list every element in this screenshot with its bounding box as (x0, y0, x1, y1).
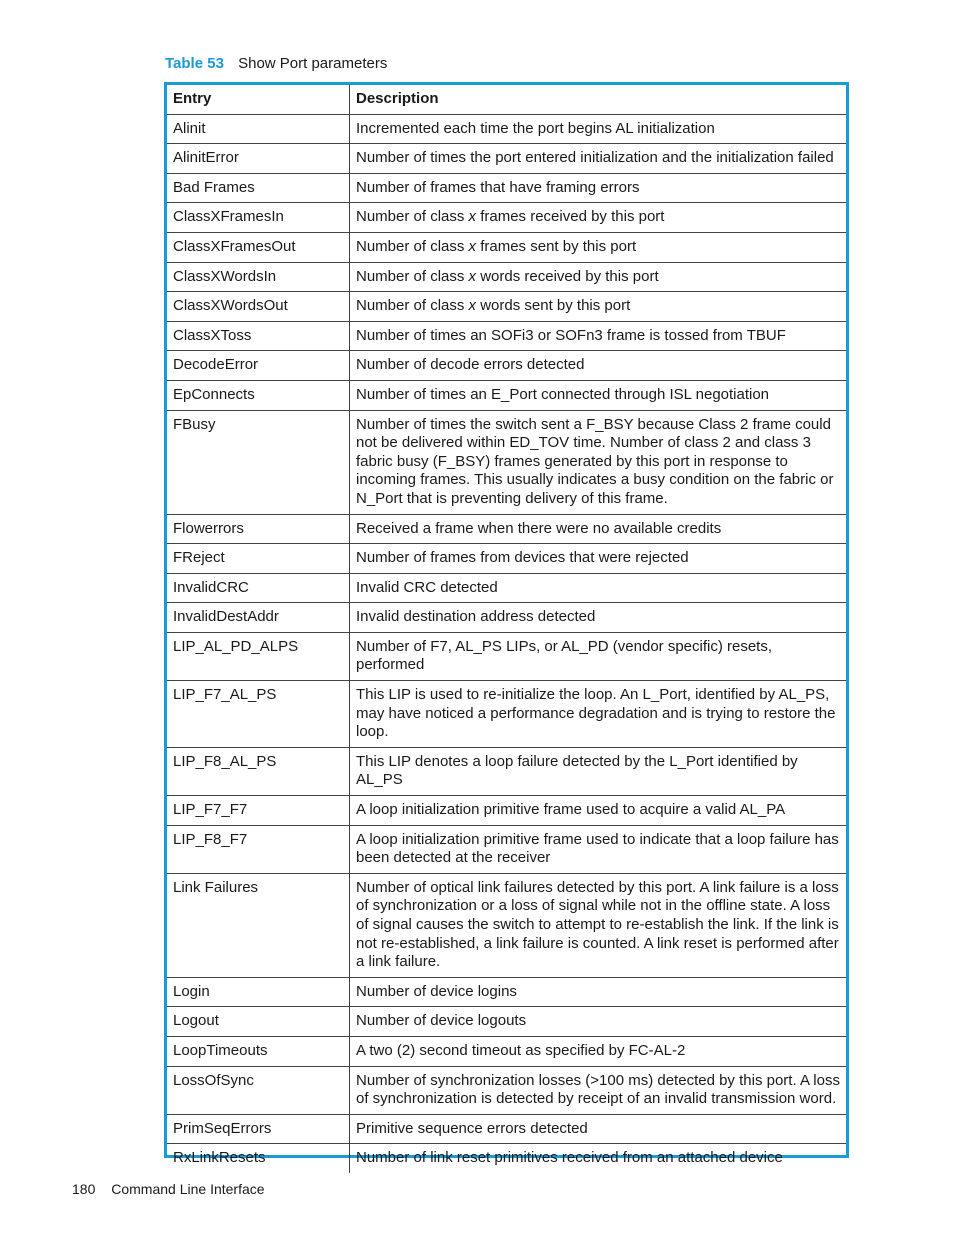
entry-cell: Bad Frames (167, 174, 350, 203)
table-row (167, 633, 846, 681)
entry-cell: LIP_AL_PD_ALPS (167, 633, 350, 680)
table-row (167, 1037, 846, 1067)
description-cell: Number of device logouts (356, 1012, 527, 1030)
entry-cell: ClassXToss (167, 322, 350, 351)
description-cell: Number of synchronization losses (>100 ms) detected by this port. A loss of synchronization is detected by receipt of an invalid transmission word. (356, 1071, 840, 1108)
entry-cell: LoopTimeouts (167, 1037, 350, 1066)
table-header-row (167, 85, 846, 115)
variable-x: x (468, 237, 477, 255)
table-row (167, 174, 846, 204)
table-row (167, 233, 846, 263)
description-cell: Number of frames from devices that were rejected (356, 549, 689, 567)
parameters-table (164, 82, 849, 1167)
variable-x: x (468, 267, 477, 285)
table-row (167, 681, 846, 748)
table-row (167, 381, 846, 411)
description-cell: Number of class x frames received by this port (356, 208, 665, 226)
entry-cell: ClassXWordsIn (167, 263, 350, 292)
footer-section-title: Command Line Interface (111, 1181, 265, 1197)
description-cell: Incremented each time the port begins AL initialization (356, 119, 715, 137)
table-row (167, 203, 846, 233)
description-cell: This LIP is used to re-initialize the loop. An L_Port, identified by AL_PS, may have noticed a performance degradation and is trying to restore the loop. (356, 686, 836, 741)
entry-cell: Logout (167, 1007, 350, 1036)
description-cell: Primitive sequence errors detected (356, 1119, 588, 1137)
description-cell: Number of frames that have framing errors (356, 178, 640, 196)
description-cell: Number of times the port entered initialization and the initialization failed (356, 149, 834, 167)
description-cell: Number of class x words received by this port (356, 267, 659, 285)
entry-cell: FBusy (167, 411, 350, 514)
description-cell: Number of times an SOFi3 or SOFn3 frame is tossed from TBUF (356, 326, 786, 344)
description-cell: Invalid CRC detected (356, 578, 498, 596)
table-row (167, 748, 846, 796)
entry-cell: InvalidCRC (167, 574, 350, 603)
entry-cell: Flowerrors (167, 515, 350, 544)
table-row (167, 544, 846, 574)
entry-cell: LIP_F8_AL_PS (167, 748, 350, 795)
description-cell: A loop initialization primitive frame used to acquire a valid AL_PA (356, 801, 786, 819)
table-row (167, 1007, 846, 1037)
variable-x: x (468, 208, 477, 226)
description-cell: Number of times an E_Port connected through ISL negotiation (356, 385, 770, 403)
table-row (167, 1144, 846, 1173)
table-row (167, 144, 846, 174)
entry-cell: DecodeError (167, 351, 350, 380)
description-cell: Number of link reset primitives received from an attached device (356, 1149, 783, 1167)
description-cell: Number of times the switch sent a F_BSY because Class 2 frame could not be delivered within ED_TOV time. Number of class 2 and class 3 fabric busy (F_BSY) frames generated by this port in response to incoming frames. This usually indicates a busy condition on the fabric or N_Port that is preventing delivery of this frame. (356, 415, 834, 507)
entry-cell: Link Failures (167, 874, 350, 977)
table-row (167, 515, 846, 545)
entry-cell: LIP_F7_F7 (167, 796, 350, 825)
entry-cell: ClassXFramesIn (167, 203, 350, 232)
table-caption (165, 54, 387, 74)
description-cell: Received a frame when there were no available credits (356, 519, 722, 537)
description-cell: Number of class x words sent by this port (356, 297, 631, 315)
table-row (167, 322, 846, 352)
column-header-entry: Entry (167, 85, 350, 114)
table-row (167, 603, 846, 633)
description-cell: A two (2) second timeout as specified by FC-AL-2 (356, 1041, 686, 1059)
column-header-description: Description (356, 90, 439, 107)
table-row (167, 115, 846, 145)
table-row (167, 826, 846, 874)
entry-cell: PrimSeqErrors (167, 1115, 350, 1144)
entry-cell: AlinitError (167, 144, 350, 173)
entry-cell: InvalidDestAddr (167, 603, 350, 632)
entry-cell: RxLinkResets (167, 1144, 350, 1173)
entry-cell: FReject (167, 544, 350, 573)
description-cell: Number of class x frames sent by this port (356, 237, 637, 255)
description-cell: Invalid destination address detected (356, 608, 596, 626)
table-row (167, 978, 846, 1008)
description-cell: Number of decode errors detected (356, 356, 585, 374)
page-footer (72, 1179, 265, 1199)
table-row (167, 574, 846, 604)
description-cell: This LIP denotes a loop failure detected by the L_Port identified by AL_PS (356, 752, 798, 789)
table-row (167, 351, 846, 381)
table-row (167, 292, 846, 322)
entry-cell: Login (167, 978, 350, 1007)
entry-cell: EpConnects (167, 381, 350, 410)
table-title: Show Port parameters (238, 55, 388, 72)
entry-cell: LossOfSync (167, 1067, 350, 1114)
entry-cell: ClassXWordsOut (167, 292, 350, 321)
entry-cell: LIP_F7_AL_PS (167, 681, 350, 747)
table-number: Table 53 (165, 55, 224, 72)
table-row (167, 874, 846, 978)
entry-cell: LIP_F8_F7 (167, 826, 350, 873)
table-row (167, 263, 846, 293)
table-row (167, 1067, 846, 1115)
table-row (167, 411, 846, 515)
page-number: 180 (72, 1181, 96, 1197)
variable-x: x (468, 297, 477, 315)
description-cell: Number of optical link failures detected by this port. A link failure is a loss of synchronization or a loss of signal while not in the offline state. A loss of signal causes the switch to attempt to re-establish the link. If the link is not re-established, a link failure is counted. A link reset is performed after a link failure. (356, 878, 839, 971)
entry-cell: ClassXFramesOut (167, 233, 350, 262)
table-row (167, 796, 846, 826)
description-cell: Number of F7, AL_PS LIPs, or AL_PD (vendor specific) resets, performed (356, 637, 773, 674)
entry-cell: Alinit (167, 115, 350, 144)
description-cell: A loop initialization primitive frame used to indicate that a loop failure has been detected at the receiver (356, 830, 839, 867)
table-row (167, 1115, 846, 1145)
description-cell: Number of device logins (356, 982, 517, 1000)
